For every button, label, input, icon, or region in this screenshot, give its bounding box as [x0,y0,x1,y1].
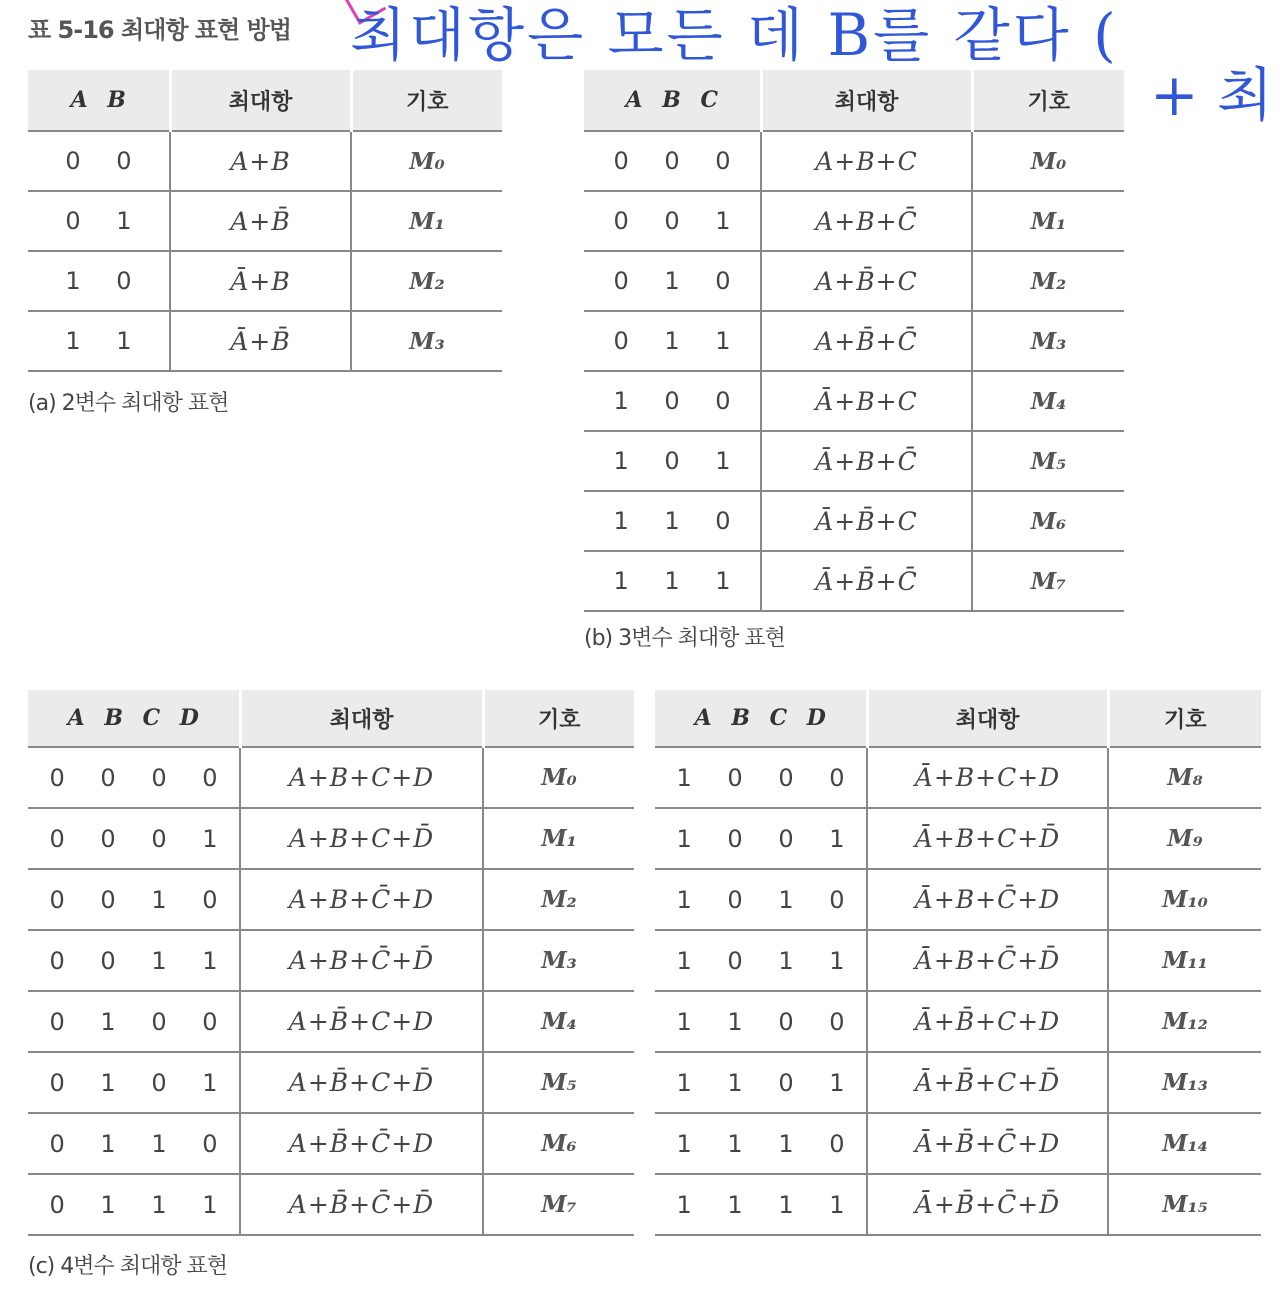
cell-symbol: M₆ [483,1113,634,1174]
cell-bits: 0 0 0 [584,131,761,191]
cell-bits: 1 0 1 0 [655,869,867,930]
caption-c: (c) 4변수 최대항 표현 [28,1254,228,1279]
table-row [584,491,1124,551]
cell-symbol: M₃ [972,311,1124,371]
header-vars: A B C D [655,690,867,747]
cell-bits: 0 0 0 1 [28,808,240,869]
header-sym: 기호 [972,70,1124,131]
table-row [28,930,634,991]
caption-b: (b) 3변수 최대항 표현 [584,626,785,651]
cell-symbol: M₅ [483,1052,634,1113]
caption-a: (a) 2변수 최대항 표현 [28,391,229,416]
header-vars: A B [28,70,170,131]
table-row [28,869,634,930]
cell-bits: 0 0 [28,131,170,191]
cell-maxterm: Ā+B+C̄+D [867,869,1108,930]
table-4-variable-left [28,690,634,1236]
cell-bits: 1 1 1 [584,551,761,611]
cell-bits: 0 0 0 0 [28,747,240,808]
header-sym: 기호 [1108,690,1261,747]
cell-symbol: M₁₀ [1108,869,1261,930]
header-vars: A B C [584,70,761,131]
header-sym: 기호 [351,70,502,131]
cell-maxterm: Ā+B̄+C+D̄ [867,1052,1108,1113]
table-row [655,1113,1261,1174]
cell-symbol: M₂ [483,869,634,930]
cell-bits: 0 1 0 1 [28,1052,240,1113]
cell-symbol: M₁₂ [1108,991,1261,1052]
table-row [28,311,502,371]
cell-bits: 0 1 [28,191,170,251]
cell-bits: 1 0 0 1 [655,808,867,869]
table-4-variable-right [655,690,1261,1236]
cell-symbol: M₀ [972,131,1124,191]
cell-symbol: M₃ [483,930,634,991]
cell-maxterm: A+B+C [761,131,972,191]
cell-bits: 1 0 1 1 [655,930,867,991]
table-row [655,991,1261,1052]
header-vars: A B C D [28,690,240,747]
cell-bits: 1 1 0 1 [655,1052,867,1113]
table-row [584,191,1124,251]
cell-symbol: M₉ [1108,808,1261,869]
table-row [584,251,1124,311]
cell-bits: 0 1 1 [584,311,761,371]
table-row [28,251,502,311]
cell-symbol: M₁ [483,808,634,869]
header-expr: 최대항 [170,70,351,131]
cell-symbol: M₁ [351,191,502,251]
header-sym: 기호 [483,690,634,747]
cell-bits: 1 1 0 [584,491,761,551]
cell-maxterm: Ā+B̄+C [761,491,972,551]
table-row [584,551,1124,611]
cell-maxterm: A+B+C+D̄ [240,808,483,869]
header-expr: 최대항 [761,70,972,131]
cell-symbol: M₆ [972,491,1124,551]
table-row [655,869,1261,930]
table-row [28,131,502,191]
table-row [655,1174,1261,1235]
cell-symbol: M₇ [972,551,1124,611]
table-row [584,431,1124,491]
cell-bits: 0 1 0 [584,251,761,311]
table-row [28,747,634,808]
cell-bits: 1 1 [28,311,170,371]
table-row [584,371,1124,431]
table-row [655,1052,1261,1113]
cell-symbol: M₄ [972,371,1124,431]
cell-bits: 1 1 1 1 [655,1174,867,1235]
cell-symbol: M₂ [351,251,502,311]
cell-maxterm: A+B+C̄+D [240,869,483,930]
cell-maxterm: A+B̄ [170,191,351,251]
cell-bits: 0 1 1 1 [28,1174,240,1235]
cell-maxterm: A+B+C̄ [761,191,972,251]
cell-symbol: M₁ [972,191,1124,251]
cell-symbol: M₂ [972,251,1124,311]
cell-maxterm: A+B̄+C̄+D [240,1113,483,1174]
table-row [28,808,634,869]
cell-maxterm: Ā+B̄+C̄ [761,551,972,611]
table-row [584,131,1124,191]
table-row [28,191,502,251]
cell-maxterm: Ā+B+C̄+D̄ [867,930,1108,991]
cell-maxterm: A+B+C+D [240,747,483,808]
cell-maxterm: Ā+B+C+D [867,747,1108,808]
cell-maxterm: A+B̄+C̄ [761,311,972,371]
table-row [655,808,1261,869]
cell-maxterm: Ā+B̄ [170,311,351,371]
cell-maxterm: Ā+B+C [761,371,972,431]
cell-bits: 0 0 1 0 [28,869,240,930]
handwritten-note-line1: 최대항은 모든 데 B를 같다 ( [350,1,1119,69]
cell-symbol: M₁₄ [1108,1113,1261,1174]
cell-symbol: M₁₃ [1108,1052,1261,1113]
cell-bits: 1 0 0 [584,371,761,431]
cell-bits: 1 1 0 0 [655,991,867,1052]
cell-symbol: M₈ [1108,747,1261,808]
table-row [28,1113,634,1174]
table-row [28,1174,634,1235]
cell-symbol: M₇ [483,1174,634,1235]
cell-maxterm: Ā+B [170,251,351,311]
handwritten-note-line2: + 최 [1150,61,1274,129]
cell-bits: 1 0 [28,251,170,311]
cell-bits: 0 1 0 0 [28,991,240,1052]
cell-maxterm: Ā+B̄+C̄+D [867,1113,1108,1174]
cell-maxterm: A+B̄+C+D̄ [240,1052,483,1113]
cell-maxterm: A+B̄+C+D [240,991,483,1052]
table-row [28,1052,634,1113]
cell-bits: 1 1 1 0 [655,1113,867,1174]
cell-symbol: M₅ [972,431,1124,491]
cell-symbol: M₀ [351,131,502,191]
table-3-variable [584,70,1124,612]
cell-maxterm: Ā+B̄+C+D [867,991,1108,1052]
cell-maxterm: Ā+B̄+C̄+D̄ [867,1174,1108,1235]
table-row [28,991,634,1052]
cell-maxterm: A+B̄+C̄+D̄ [240,1174,483,1235]
table-title: 표 5-16 최대항 표현 방법 [28,16,291,44]
table-row [655,747,1261,808]
cell-bits: 0 0 1 1 [28,930,240,991]
cell-symbol: M₁₁ [1108,930,1261,991]
header-expr: 최대항 [867,690,1108,747]
cell-maxterm: A+B+C̄+D̄ [240,930,483,991]
cell-bits: 1 0 0 0 [655,747,867,808]
cell-symbol: M₃ [351,311,502,371]
cell-symbol: M₄ [483,991,634,1052]
cell-maxterm: A+B̄+C [761,251,972,311]
cell-maxterm: Ā+B+C+D̄ [867,808,1108,869]
table-row [655,930,1261,991]
cell-maxterm: A+B [170,131,351,191]
table-2-variable [28,70,502,372]
table-row [584,311,1124,371]
header-expr: 최대항 [240,690,483,747]
cell-symbol: M₀ [483,747,634,808]
cell-bits: 0 0 1 [584,191,761,251]
cell-bits: 1 0 1 [584,431,761,491]
cell-bits: 0 1 1 0 [28,1113,240,1174]
cell-maxterm: Ā+B+C̄ [761,431,972,491]
cell-symbol: M₁₅ [1108,1174,1261,1235]
